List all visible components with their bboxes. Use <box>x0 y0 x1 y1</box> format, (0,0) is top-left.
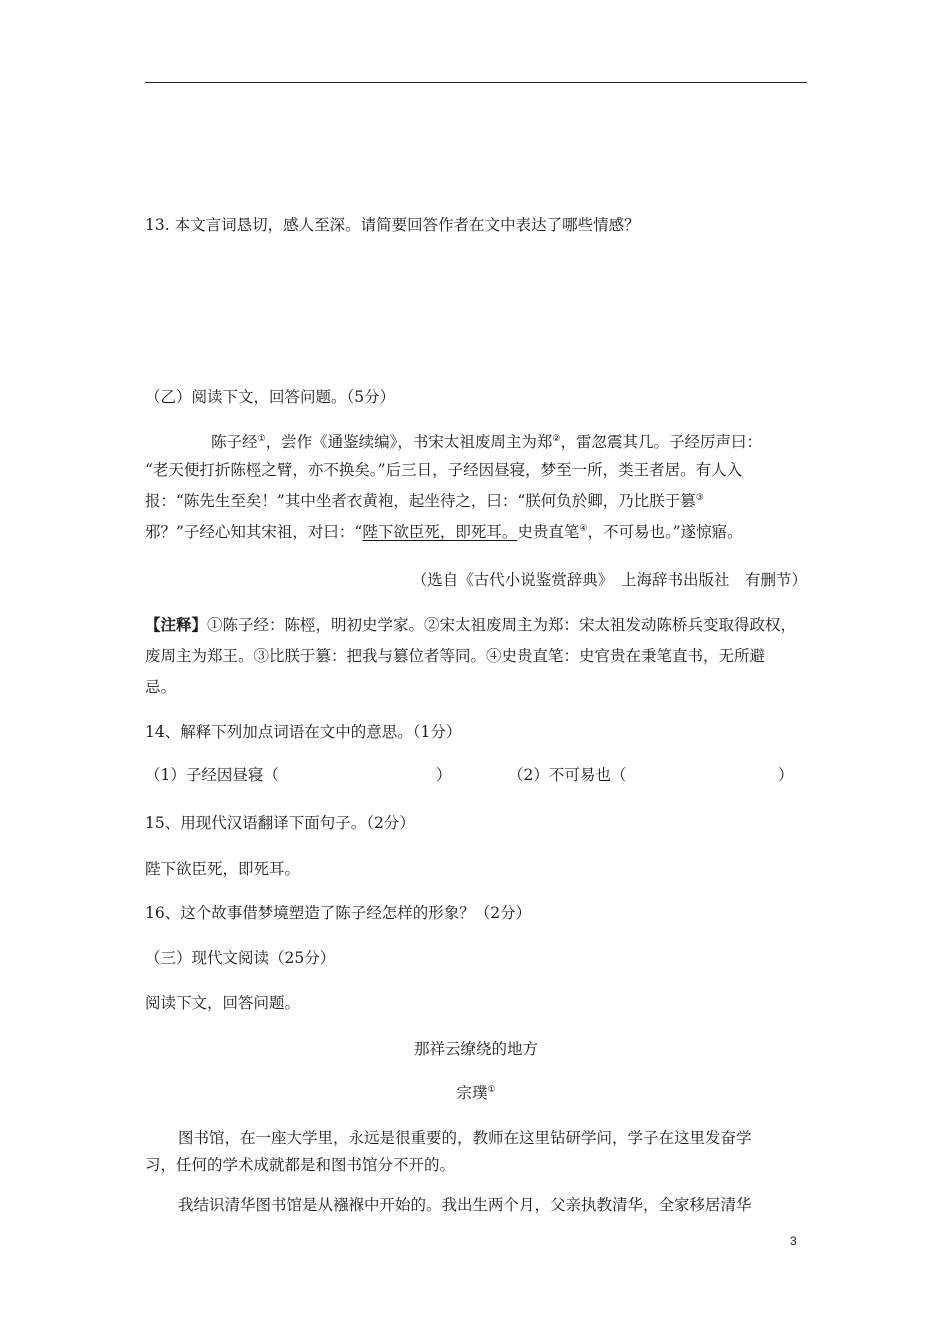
header-rule <box>145 82 807 83</box>
page-number: 3 <box>790 1234 797 1248</box>
notes-line-3: 忌。 <box>145 678 177 696</box>
question-14-item-1-close: ） <box>436 766 452 784</box>
notes-line-1: 【注释】①陈子经：陈桱，明初史学家。②宋太祖废周主为郑：宋太祖发动陈桥兵变取得政权， <box>145 615 797 634</box>
section-yi-heading: （乙）阅读下文，回答问题。（5分） <box>145 388 396 406</box>
question-14: 14、解释下列加点词语在文中的意思。（1分） <box>145 723 462 741</box>
question-16: 16、这个故事借梦境塑造了陈子经怎样的形象？（2分） <box>145 904 532 922</box>
essay-para-2-line-1: 我结识清华图书馆是从襁褓中开始的。我出生两个月，父亲执教清华，全家移居清华 <box>178 1196 752 1214</box>
question-13: 13. 本文言词恳切，感人至深。请简要回答作者在文中表达了哪些情感？ <box>145 216 640 234</box>
passage-line-3: 报：“陈先生至矣！”其中坐者衣黄袍，起坐待之，曰：“朕何负於卿，乃比朕于篡③ <box>145 492 704 510</box>
passage-line-2: “老天便打折陈桱之臂，亦不换矣。”后三日，子经因昼寝，梦至一所，类王者居。有人入 <box>145 461 743 479</box>
question-14-item-1: （1）子经因昼寝（ <box>145 766 279 784</box>
question-14-item-2: （2）不可易也（ <box>508 766 627 784</box>
notes-label: 【注释】 <box>145 615 208 634</box>
question-14-item-2-close: ） <box>778 766 794 784</box>
underlined-sentence: 陛下欲臣死，即死耳。 <box>362 523 518 541</box>
essay-title: 那祥云缭绕的地方 <box>413 1040 538 1058</box>
essay-author: 宗璞① <box>456 1084 496 1102</box>
source-citation: （选自《古代小说鉴赏辞典》 上海辞书出版社 有删节） <box>411 571 807 589</box>
passage-line-4: 邪？”子经心知其宋祖，对曰：“陛下欲臣死，即死耳。史贵直笔④，不可易也。”遂惊寤。 <box>145 523 743 541</box>
essay-para-1-line-2: 习，任何的学术成就都是和图书馆分不开的。 <box>145 1156 456 1174</box>
question-15-sentence: 陛下欲臣死，即死耳。 <box>145 860 301 878</box>
section-san-heading: （三）现代文阅读（25分） <box>145 949 336 967</box>
notes-line-2: 废周主为郑王。③比朕于篡：把我与篡位者等同。④史贵直笔：史官贵在秉笔直书，无所避 <box>145 647 766 665</box>
passage-line-1: 陈子经①，尝作《通鉴续编》，书宋太祖废周主为郑②，雷忽震其几。子经厉声曰： <box>211 433 762 451</box>
essay-para-1-line-1: 图书馆，在一座大学里，永远是很重要的，教师在这里钻研学问，学子在这里发奋学 <box>178 1129 752 1147</box>
question-15: 15、用现代汉语翻译下面句子。（2分） <box>145 814 415 832</box>
read-instruction: 阅读下文，回答问题。 <box>145 994 301 1012</box>
